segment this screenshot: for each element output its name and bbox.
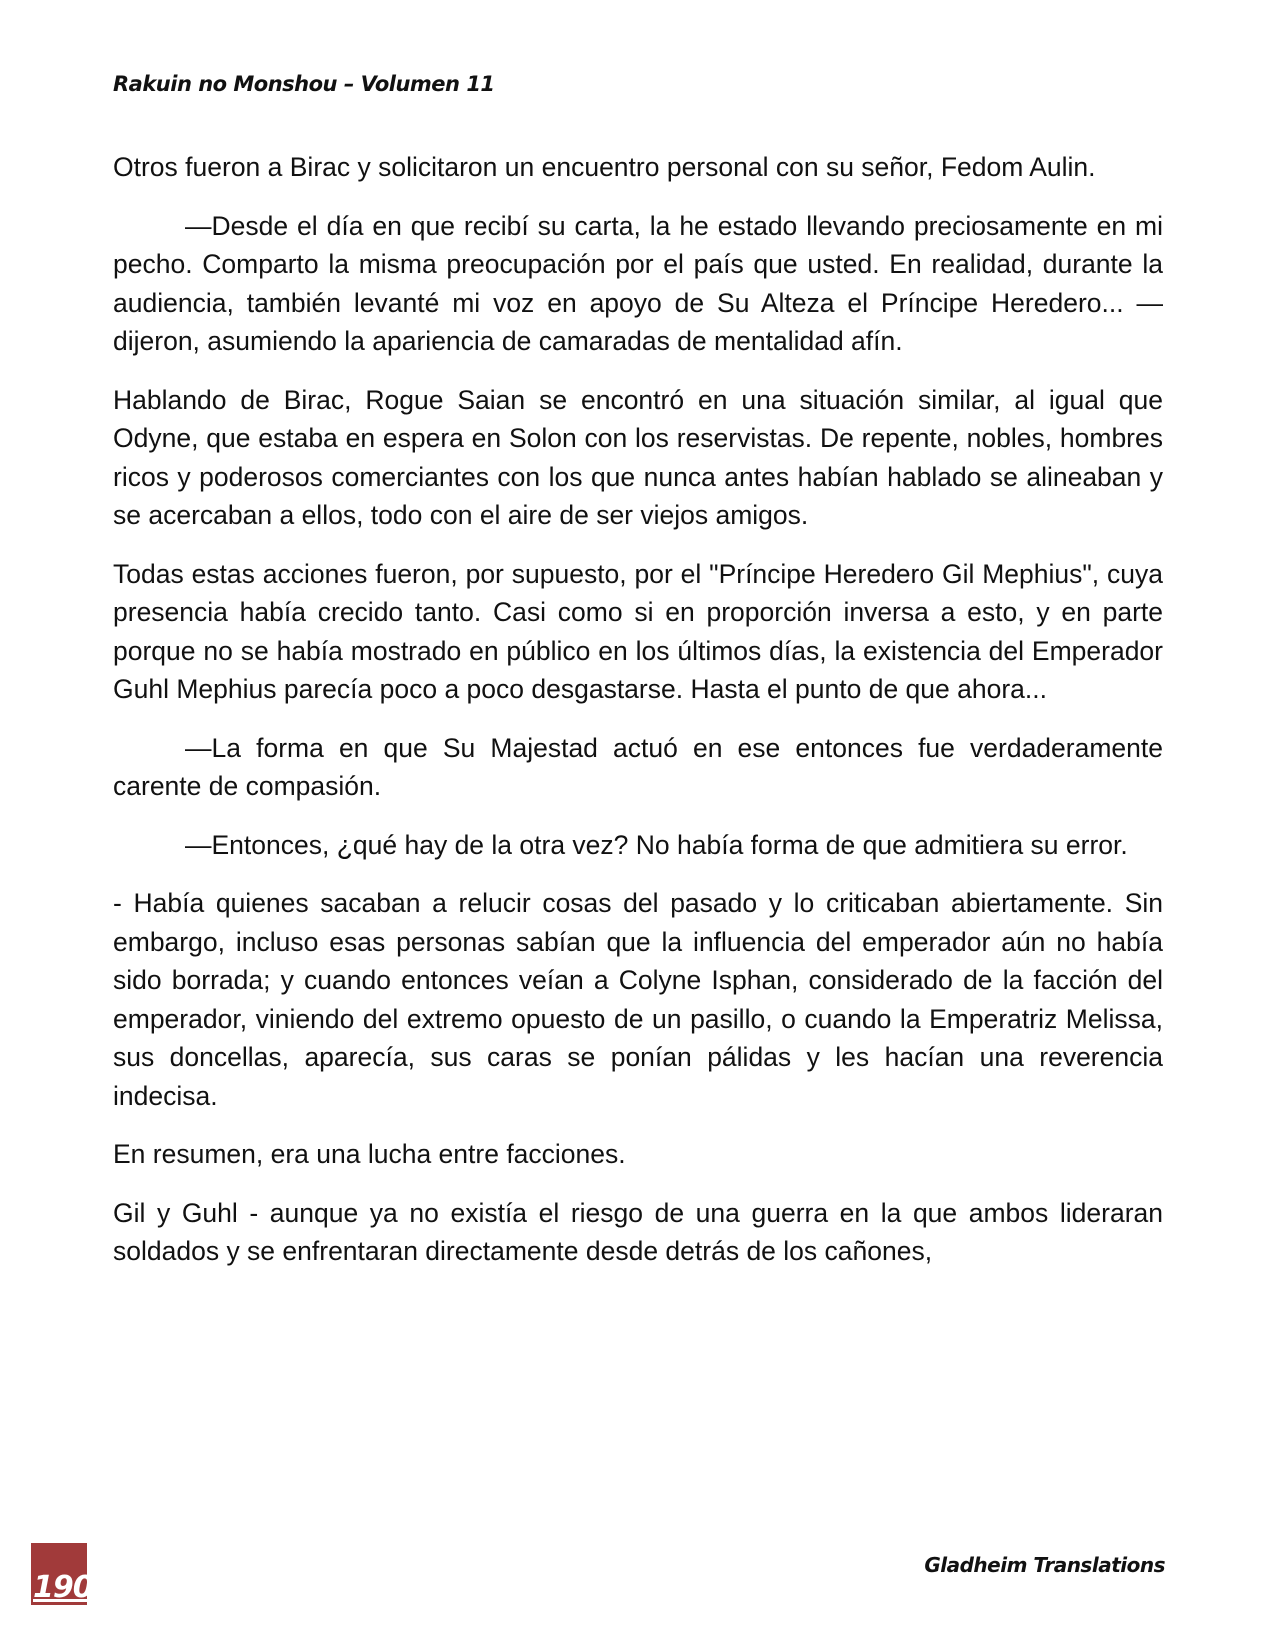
footer-credit: Gladheim Translations bbox=[924, 1553, 1165, 1577]
paragraph: Otros fueron a Birac y solicitaron un encuentro personal con su señor, Fedom Aulin. bbox=[113, 152, 1096, 182]
chapter-body bbox=[113, 148, 1163, 1291]
paragraph: Todas estas acciones fueron, por supuesto, por el "Príncipe Heredero Gil Mephius", cuya presencia había crecido tanto. Casi como si en proporción inversa a esto, y en parte porque no se había mostrado en público en los últimos días, la existencia del Emperador Guhl Mephius parecía poco a poco desgastarse. Hasta el punto de que ahora... bbox=[113, 558, 1163, 704]
running-header-title: Rakuin no Monshou – Volumen 11 bbox=[113, 72, 495, 96]
paragraph: Gil y Guhl - aunque ya no existía el riesgo de una guerra en la que ambos lideraran soldados y se enfrentaran directamente desde detrás de los cañones, bbox=[113, 1197, 1163, 1266]
paragraph: Hablando de Birac, Rogue Saian se encontró en una situación similar, al igual que Odyne, que estaba en espera en Solon con los reservistas. De repente, nobles, hombres ricos y poderosos comerciantes con los que nunca antes habían hablado se alineaban y se acercaban a ellos, todo con el aire de ser viejos amigos. bbox=[113, 384, 1163, 530]
paragraph: En resumen, era una lucha entre facciones. bbox=[113, 1139, 626, 1169]
paragraph-dialogue: —La forma en que Su Majestad actuó en ese entonces fue verdaderamente carente de compasión. bbox=[113, 732, 1163, 801]
paragraph-dialogue: —Entonces, ¿qué hay de la otra vez? No había forma de que admitiera su error. bbox=[185, 829, 1128, 860]
page-number: 190 bbox=[33, 1570, 93, 1605]
paragraph: - Había quienes sacaban a relucir cosas del pasado y lo criticaban abiertamente. Sin embargo, incluso esas personas sabían que la influencia del emperador aún no había sido borrada; y cuando entonces veían a Colyne Isphan, considerado de la facción del emperador, viniendo del extremo opuesto de un pasillo, o cuando la Emperatriz Melissa, sus doncellas, aparecía, sus caras se ponían pálidas y les hacían una reverencia indecisa. bbox=[113, 888, 1163, 1111]
paragraph-dialogue: —Desde el día en que recibí su carta, la he estado llevando preciosamente en mi pecho. Comparto la misma preocupación por el país que usted. En realidad, durante la audiencia, también levanté mi voz en apoyo de Su Alteza el Príncipe Heredero... —dijeron, asumiendo la apariencia de camaradas de mentalidad afín. bbox=[113, 210, 1163, 356]
